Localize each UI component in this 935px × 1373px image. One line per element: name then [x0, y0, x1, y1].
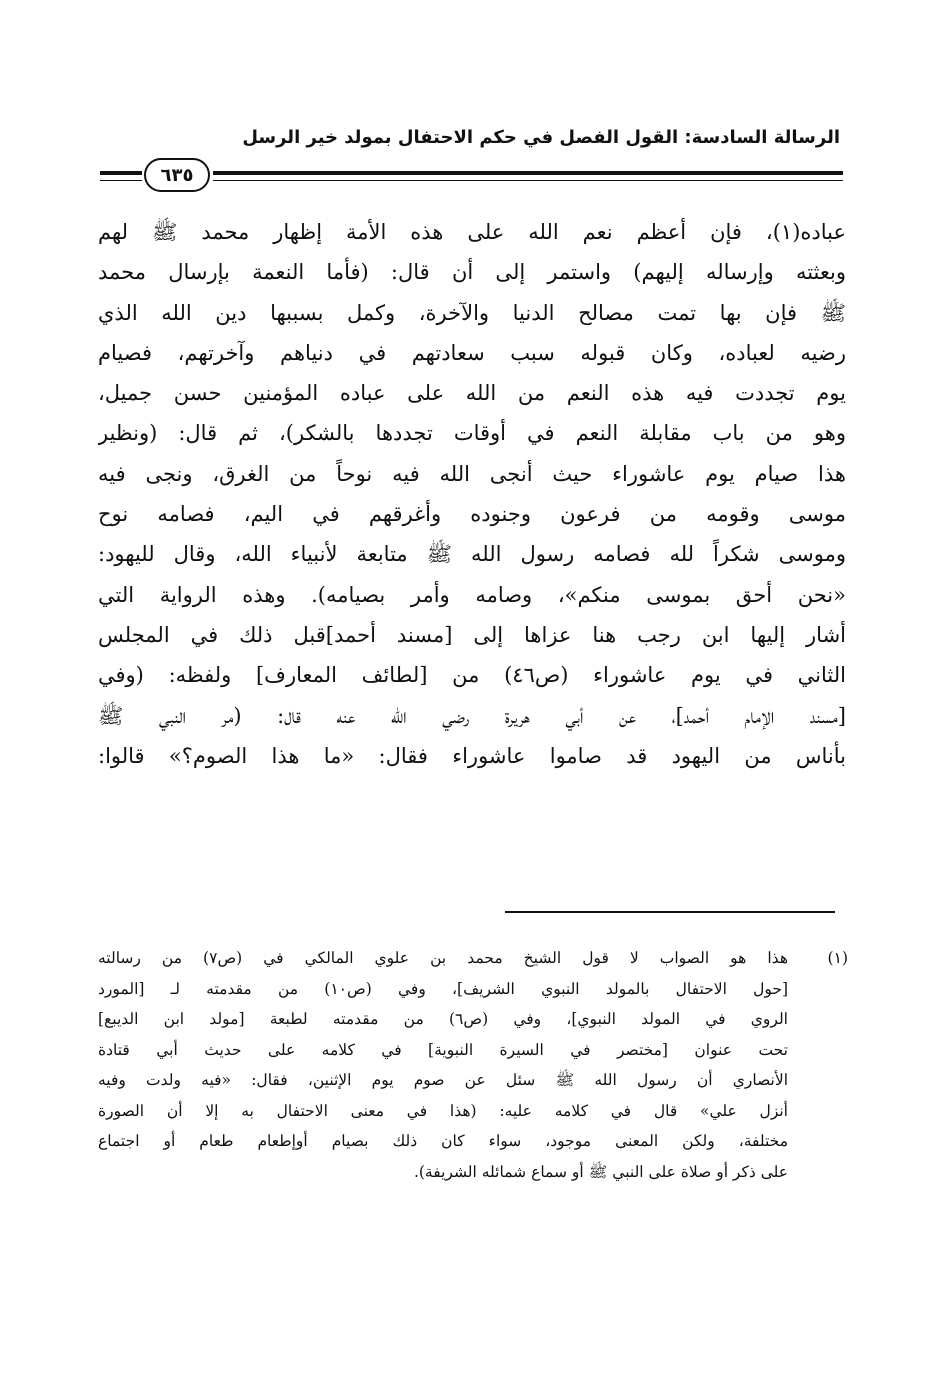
footnote-marker: (١) — [827, 949, 848, 967]
text-line: بأناس من اليهود قد صاموا عاشوراء فقال: «ما هذا الصوم؟» قالوا: — [98, 743, 846, 768]
text-line: وموسى شكراً لله فصامه رسول الله ﷺ متابعة لأنبياء الله، وقال لليهود: — [98, 542, 846, 567]
text-line: رضيه لعباده، وكان قبوله سبب سعادتهم في دنياهم وآخرتهم، فصيام — [98, 340, 846, 365]
text-line: يوم تجددت فيه هذه النعم من الله على عباده المؤمنين حسن جميل، — [98, 381, 846, 406]
text-line: هذا صيام يوم عاشوراء حيث أنجى الله فيه نوحاً من الغرق، ونجى فيه — [98, 461, 846, 486]
header-rule-thick-left — [100, 171, 142, 175]
running-header-title: الرسالة السادسة: القول الفصل في حكم الاحتفال بمولد خير الرسل — [242, 127, 840, 148]
text-line: أشار إليها ابن رجب هنا عزاها إلى [مسند أحمد]قبل ذلك في المجلس — [98, 622, 846, 647]
footnote — [98, 943, 848, 1187]
header-rule-thick — [213, 171, 843, 175]
footnote-line: الروي في المولد النبوي]، وفي (ص٦) من مقدمته لطبعة [مولد ابن الديبع] — [98, 1010, 788, 1028]
footnote-separator — [505, 911, 835, 913]
text-line: وبعثته وإرساله إليهم) واستمر إلى أن قال: (فأما النعمة بإرسال محمد — [98, 260, 846, 285]
text-line: موسى وقومه من فرعون وجنوده وأغرقهم في اليم، فصامه نوح — [98, 502, 846, 527]
text-line: «نحن أحق بموسى منكم»، وصامه وأمر بصيامه). وهذه الرواية التي — [98, 582, 846, 607]
header-rule-thin-left — [100, 180, 142, 181]
text-line: عباده(١)، فإن أعظم نعم الله على هذه الأمة إظهار محمد ﷺ لهم — [98, 220, 846, 244]
footnote-line: الأنصاري أن رسول الله ﷺ سئل عن صوم يوم الإثنين، فقال: «فيه ولدت وفيه — [98, 1071, 788, 1089]
footnote-line: أنزل علي» قال في كلامه عليه: (هذا في معنى الاحتفال به إلا أن الصورة — [98, 1101, 788, 1120]
text-line: [مسند الإمام أحمد]، عن أبي هريرة رضي الله عنه قال: (مر النبي ﷺ — [98, 703, 846, 728]
text-line: ﷺ فإن بها تمت مصالح الدنيا والآخرة، وكمل بسببها دين الله الذي — [98, 300, 846, 325]
footnote-line: مختلفة، ولكن المعنى موجود، سواء كان ذلك بصيام أوإطعام طعام أو اجتماع — [98, 1132, 788, 1150]
text-line: وهو من باب مقابلة النعم في أوقات تجددها بالشكر)، ثم قال: (ونظير — [98, 421, 846, 446]
header-rule-thin — [213, 180, 843, 181]
main-text — [98, 212, 846, 776]
footnote-line: [حول الاحتفال بالمولد النبوي الشريف]، وفي (ص١٠) من مقدمته لـ [المورد — [98, 979, 788, 998]
footnote-line: تحت عنوان [مختصر في السيرة النبوية] في كلامه على حديث أبي قتادة — [98, 1040, 788, 1059]
page-number: ٦٣٥ — [144, 158, 210, 192]
text-line: الثاني في يوم عاشوراء (ص٤٦) من [لطائف المعارف] ولفظه: (وفي — [98, 663, 846, 688]
footnote-line: هذا هو الصواب لا قول الشيخ محمد بن علوي المالكي في (ص٧) من رسالته — [98, 949, 788, 967]
footnote-text — [98, 943, 788, 1187]
footnote-line: على ذكر أو صلاة على النبي ﷺ أو سماع شمائله الشريفة). — [413, 1162, 788, 1181]
